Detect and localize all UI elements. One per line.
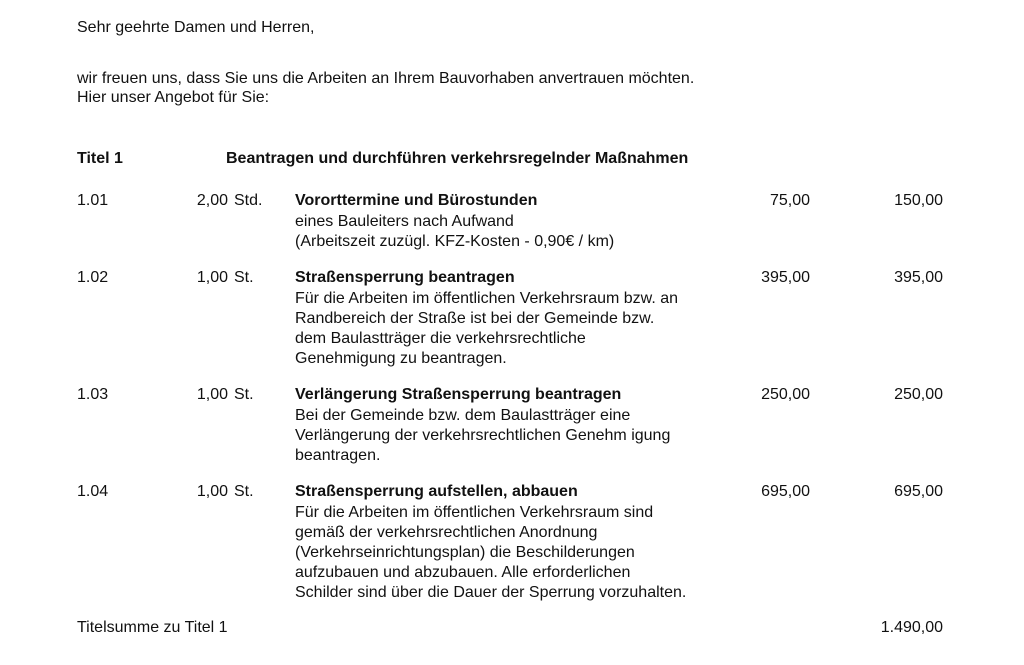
section-title: Beantragen und durchführen verkehrsregelnder Maßnahmen: [226, 150, 689, 167]
item-unit: St.: [234, 386, 254, 403]
item-unit: Std.: [234, 192, 263, 209]
subtotal-label: Titelsumme zu Titel 1: [77, 619, 228, 636]
item-total: 695,00: [894, 483, 943, 500]
description-line: Für die Arbeiten im öffentlichen Verkehrsraum bzw. an: [295, 290, 679, 307]
item-description: [295, 212, 614, 252]
item-unit-price: 395,00: [761, 269, 810, 286]
item-total: 395,00: [894, 269, 943, 286]
subtotal-value: 1.490,00: [880, 619, 943, 636]
item-unit-price: 250,00: [761, 386, 810, 403]
item-position: 1.01: [77, 192, 109, 209]
intro-line-2: Hier unser Angebot für Sie:: [77, 89, 270, 106]
description-line: beantragen.: [295, 447, 381, 464]
item-unit-price: 695,00: [761, 483, 810, 500]
item-position: 1.04: [77, 483, 109, 500]
item-description: [295, 289, 678, 369]
item-unit-price: 75,00: [769, 192, 810, 209]
item-heading: Verlängerung Straßensperrung beantragen: [295, 386, 622, 403]
item-description: [295, 503, 686, 603]
description-line: eines Bauleiters nach Aufwand: [295, 213, 514, 230]
salutation: Sehr geehrte Damen und Herren,: [77, 19, 315, 36]
item-total: 250,00: [894, 386, 943, 403]
description-line: (Verkehrseinrichtungsplan) die Beschilderungen: [295, 544, 635, 561]
intro-line-1: wir freuen uns, dass Sie uns die Arbeiten an Ihrem Bauvorhaben anvertrauen möchten.: [77, 70, 695, 87]
description-line: Randbereich der Straße ist bei der Gemeinde bzw.: [295, 310, 655, 327]
item-unit: St.: [234, 269, 254, 286]
description-line: Für die Arbeiten im öffentlichen Verkehrsraum sind: [295, 504, 654, 521]
item-description: [295, 406, 670, 466]
item-position: 1.03: [77, 386, 109, 403]
item-quantity: 1,00: [196, 269, 228, 286]
description-line: aufzubauen und abzubauen. Alle erforderlichen: [295, 564, 631, 581]
item-quantity: 2,00: [196, 192, 228, 209]
description-line: dem Baulastträger die verkehrsrechtliche: [295, 330, 586, 347]
description-line: Bei der Gemeinde bzw. dem Baulastträger eine: [295, 407, 631, 424]
item-quantity: 1,00: [196, 483, 228, 500]
item-unit: St.: [234, 483, 254, 500]
item-heading: Straßensperrung aufstellen, abbauen: [295, 483, 578, 500]
section-number: Titel 1: [77, 150, 123, 167]
item-total: 150,00: [894, 192, 943, 209]
description-line: gemäß der verkehrsrechtlichen Anordnung: [295, 524, 598, 541]
description-line: Schilder sind über die Dauer der Sperrung vorzuhalten.: [295, 584, 687, 601]
description-line: Genehmigung zu beantragen.: [295, 350, 507, 367]
description-line: (Arbeitszeit zuzügl. KFZ-Kosten - 0,90€ / km): [295, 233, 615, 250]
item-position: 1.02: [77, 269, 109, 286]
description-line: Verlängerung der verkehrsrechtlichen Genehm igung: [295, 427, 671, 444]
item-heading: Straßensperrung beantragen: [295, 269, 515, 286]
item-quantity: 1,00: [196, 386, 228, 403]
item-heading: Vororttermine und Bürostunden: [295, 192, 538, 209]
